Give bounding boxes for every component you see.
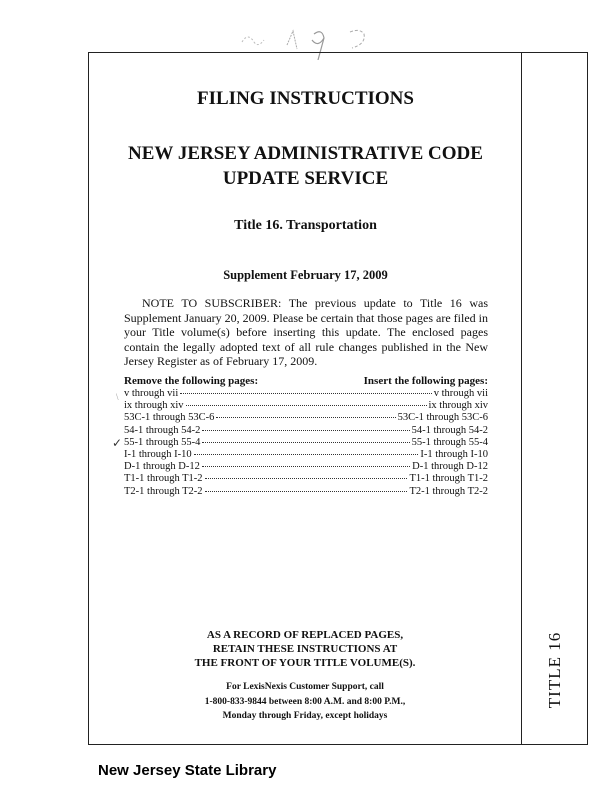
subscriber-note-text: NOTE TO SUBSCRIBER: The previous update to Title 16 was Supplement January 20, 2009. Please be certain that those pages are filed in your Title volume(s) before inserting this update. The enclosed pages contain the legally adopted text of all rule changes published in the New Jersey Register as of February 17, 2009. [124, 296, 488, 368]
title-number: Title 16. Transportation [234, 218, 377, 233]
remove-range: T1-1 through T1-2 [124, 473, 203, 485]
filing-instructions-title: FILING INSTRUCTIONS [197, 88, 414, 109]
record-notice [110, 628, 500, 670]
page-list-header [124, 375, 488, 388]
tab-divider-line [521, 52, 522, 745]
page-row [124, 437, 488, 449]
remove-heading: Remove the following pages: [124, 375, 259, 387]
insert-range: ix through xiv [428, 400, 488, 412]
insert-range: T2-1 through T2-2 [409, 485, 488, 497]
page-row [124, 388, 488, 400]
title-tab-label: TITLE 16 [545, 631, 565, 709]
remove-range: D-1 through D-12 [124, 461, 200, 473]
insert-range: v through vii [433, 388, 488, 399]
page-row [124, 425, 488, 437]
customer-support [110, 680, 500, 724]
insert-range: I-1 through I-10 [420, 448, 488, 460]
page-row [124, 486, 488, 498]
page-replacement-list [124, 375, 488, 498]
dot-leader [186, 405, 427, 406]
support-line3: Monday through Friday, except holidays [222, 711, 388, 721]
dot-leader [180, 393, 432, 394]
support-line2: 1-800-833-9844 between 8:00 A.M. and 8:00 P.M., [204, 696, 406, 707]
record-line2: RETAIN THESE INSTRUCTIONS AT [212, 643, 398, 655]
remove-range: 55-1 through 55-4 [124, 436, 201, 448]
record-line1: AS A RECORD OF REPLACED PAGES, [206, 629, 404, 641]
margin-tick-icon: \ [116, 392, 119, 402]
insert-range: D-1 through D-12 [412, 461, 488, 473]
code-title-line2: UPDATE SERVICE [222, 168, 389, 189]
remove-range: I-1 through I-10 [124, 448, 192, 460]
insert-range: 54-1 through 54-2 [411, 424, 488, 436]
title-tab [530, 620, 580, 720]
dot-leader [202, 430, 409, 431]
dot-leader [202, 442, 409, 443]
code-title [90, 141, 521, 191]
supplement-date: Supplement February 17, 2009 [223, 268, 388, 282]
insert-range: 55-1 through 55-4 [411, 436, 488, 448]
insert-range: 53C-1 through 53C-6 [397, 412, 488, 424]
remove-range: ix through xiv [124, 400, 184, 412]
dot-leader [205, 478, 408, 479]
dot-leader [194, 454, 419, 455]
remove-range: 53C-1 through 53C-6 [124, 412, 215, 424]
page-row [124, 473, 488, 485]
page-row [124, 400, 488, 412]
remove-range: T2-1 through T2-2 [124, 485, 203, 497]
record-line3: THE FRONT OF YOUR TITLE VOLUME(S). [194, 657, 416, 669]
support-line1: For LexisNexis Customer Support, call [226, 682, 384, 692]
page-row [124, 449, 488, 461]
checkmark-icon: ✓ [112, 436, 123, 450]
code-title-line1: NEW JERSEY ADMINISTRATIVE CODE [128, 143, 483, 164]
dot-leader [216, 417, 395, 418]
insert-range: T1-1 through T1-2 [409, 473, 488, 485]
remove-range: 54-1 through 54-2 [124, 424, 201, 436]
dot-leader [205, 491, 408, 492]
page-row [124, 412, 488, 424]
subscriber-note [124, 296, 488, 369]
remove-range: v through vii [124, 388, 179, 399]
library-stamp: New Jersey State Library [98, 762, 277, 779]
insert-heading: Insert the following pages: [363, 375, 488, 387]
page-row [124, 461, 488, 473]
dot-leader [202, 466, 410, 467]
